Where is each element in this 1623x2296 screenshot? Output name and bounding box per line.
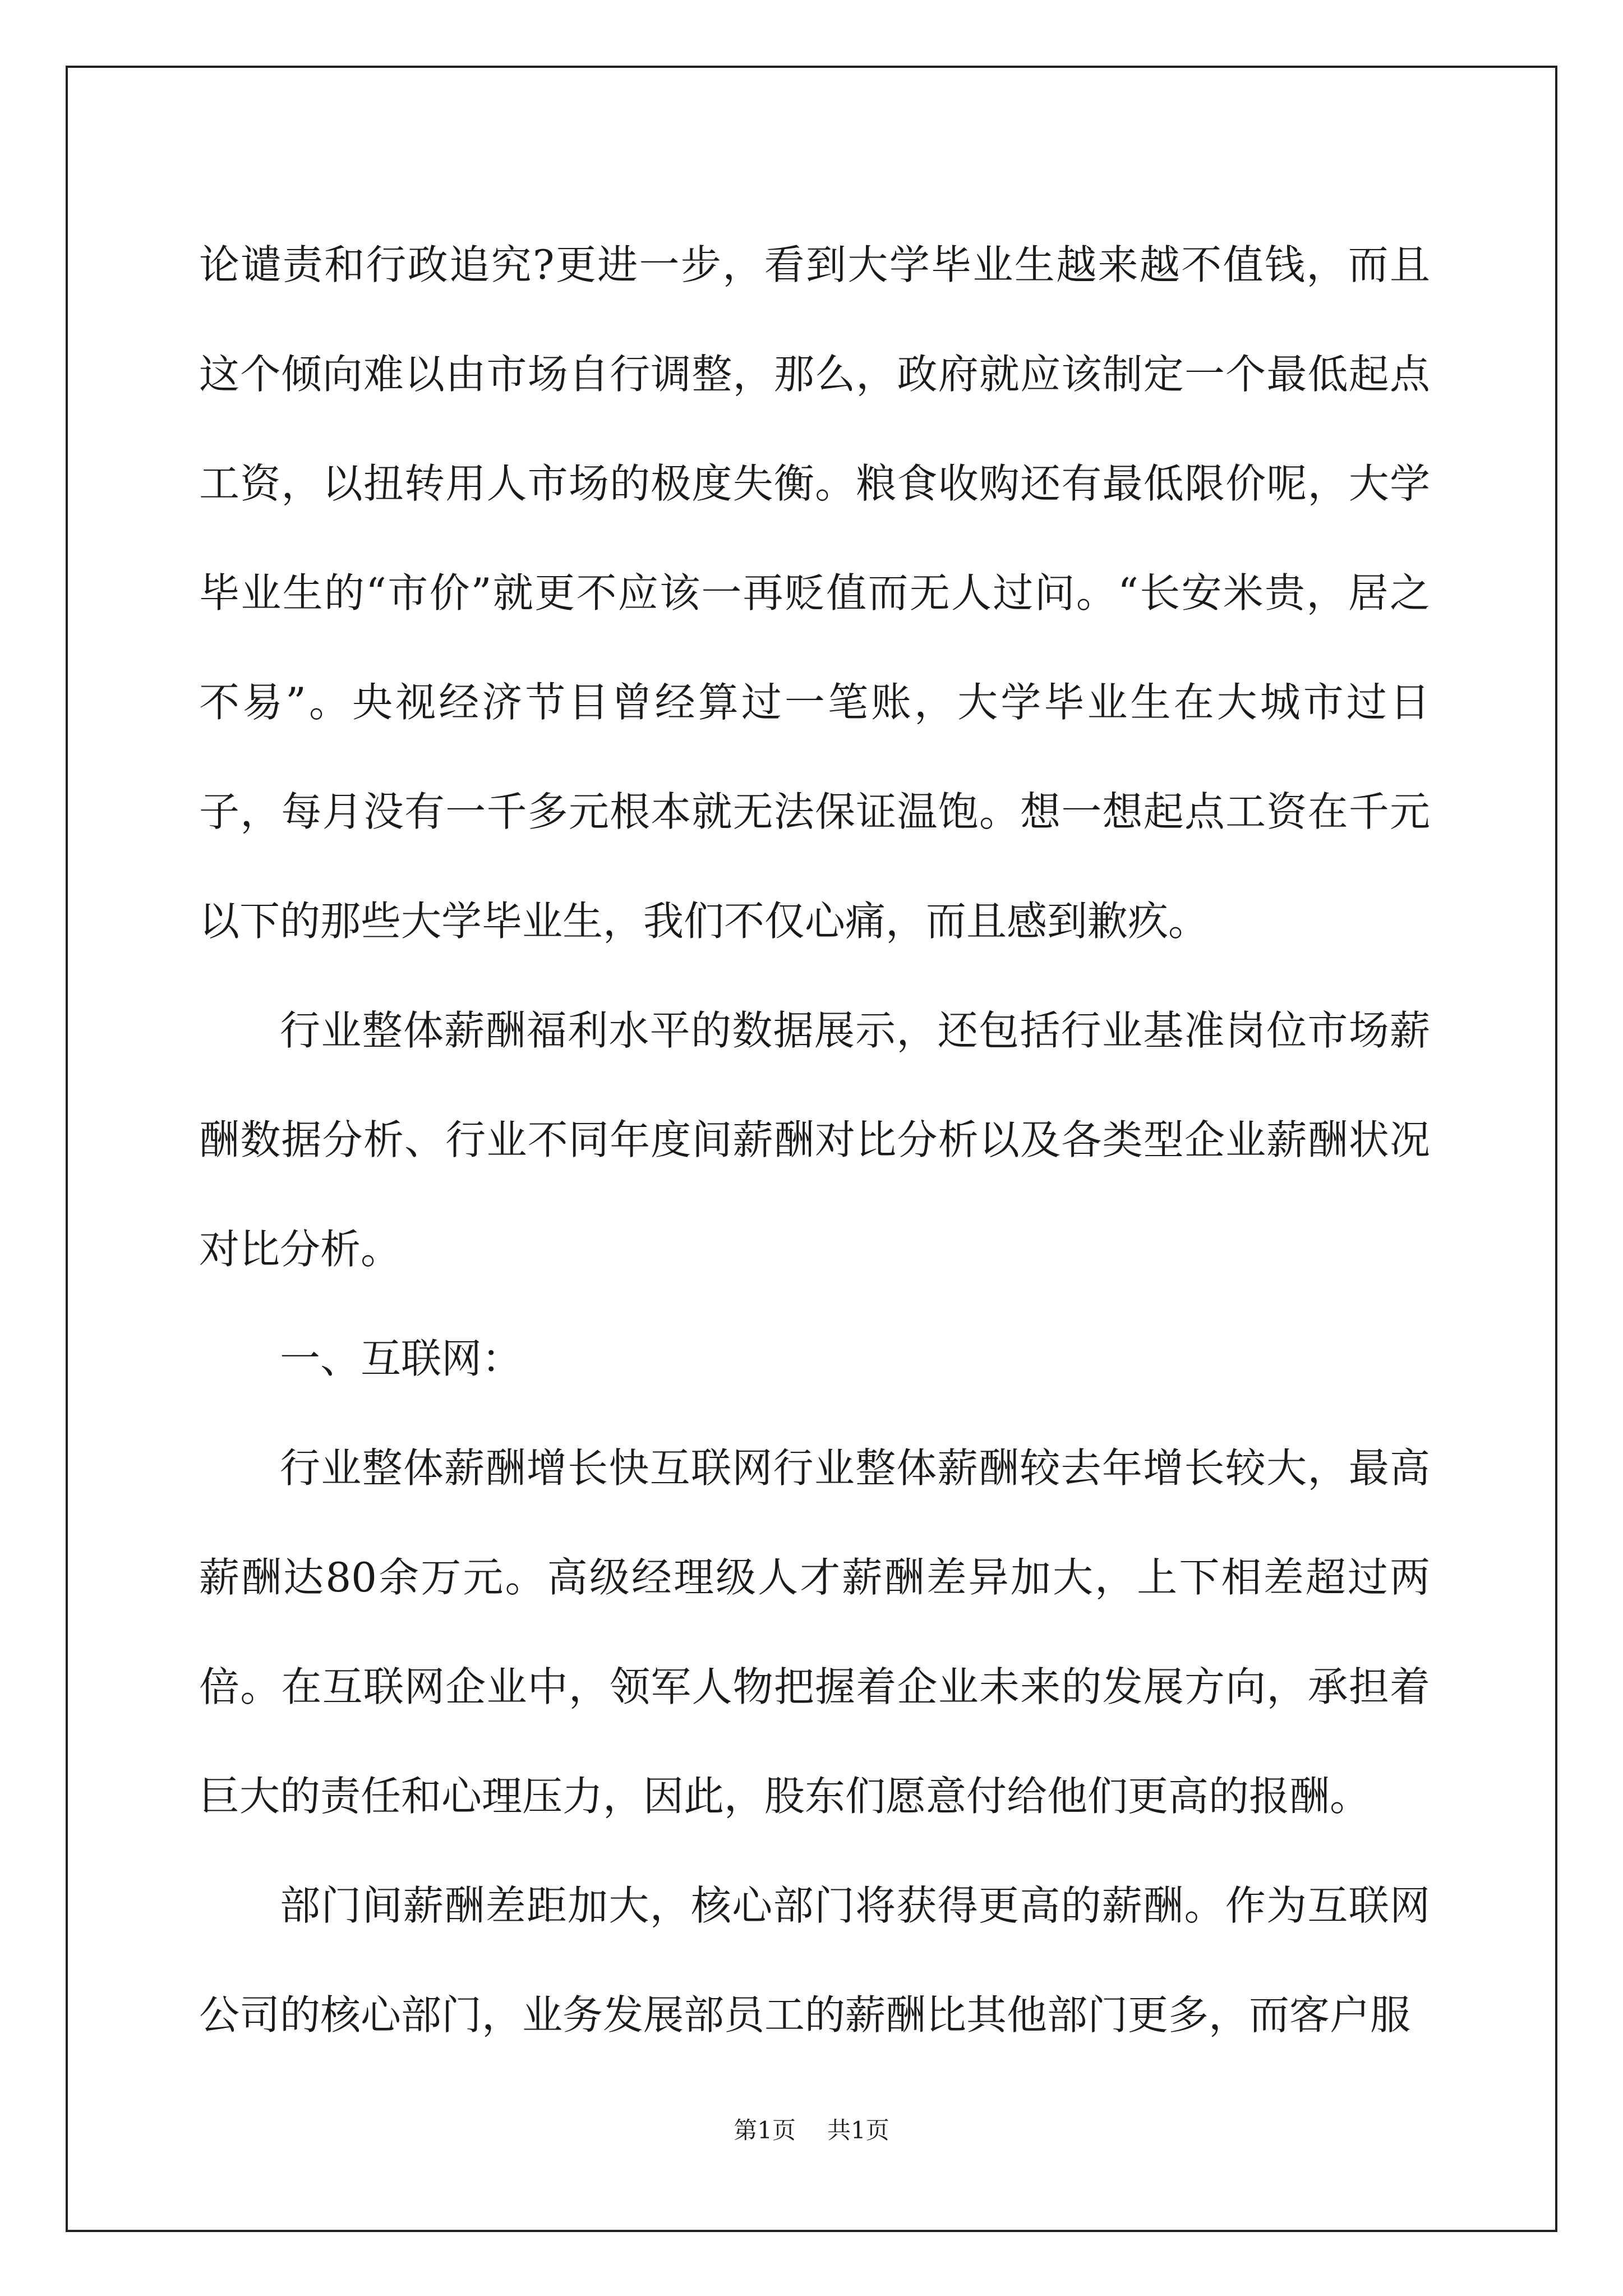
page-number: 第1页 [734, 2116, 796, 2144]
paragraph-1: 论谴责和行政追究?更进一步，看到大学毕业生越来越不值钱，而且这个倾向难以由市场自行调整，那么，政府就应该制定一个最低起点工资，以扭转用人市场的极度失衡。粮食收购还有最低限价呢，大学毕业生的“市价”就更不应该一再贬值而无人过问。“长安米贵，居之不易”。央视经济节目曾经算过一笔账，大学毕业生在大城市过日子，每月没有一千多元根本就无法保证温饱。想一想起点工资在千元以下的那些大学毕业生，我们不仅心痛，而且感到歉疚。 [199, 241, 1430, 945]
paragraph-4: 部门间薪酬差距加大，核心部门将获得更高的薪酬。作为互联网公司的核心部门，业务发展部员工的薪酬比其他部门更多，而客户服 [199, 1882, 1430, 2039]
paragraph-3: 行业整体薪酬增长快互联网行业整体薪酬较去年增长较大，最高薪酬达80余万元。高级经理级人才薪酬差异加大，上下相差超过两倍。在互联网企业中，领军人物把握着企业未来的发展方向，承担着巨大的责任和心理压力，因此，股东们愿意付给他们更高的报酬。 [199, 1444, 1430, 1820]
page-footer [0, 2114, 1623, 2147]
section-heading: 一、互联网： [280, 1335, 523, 1382]
document-body [199, 210, 1430, 2070]
page-total: 共1页 [827, 2116, 889, 2144]
paragraph-2: 行业整体薪酬福利水平的数据展示，还包括行业基准岗位市场薪酬数据分析、行业不同年度间薪酬对比分析以及各类型企业薪酬状况对比分析。 [199, 1007, 1430, 1273]
